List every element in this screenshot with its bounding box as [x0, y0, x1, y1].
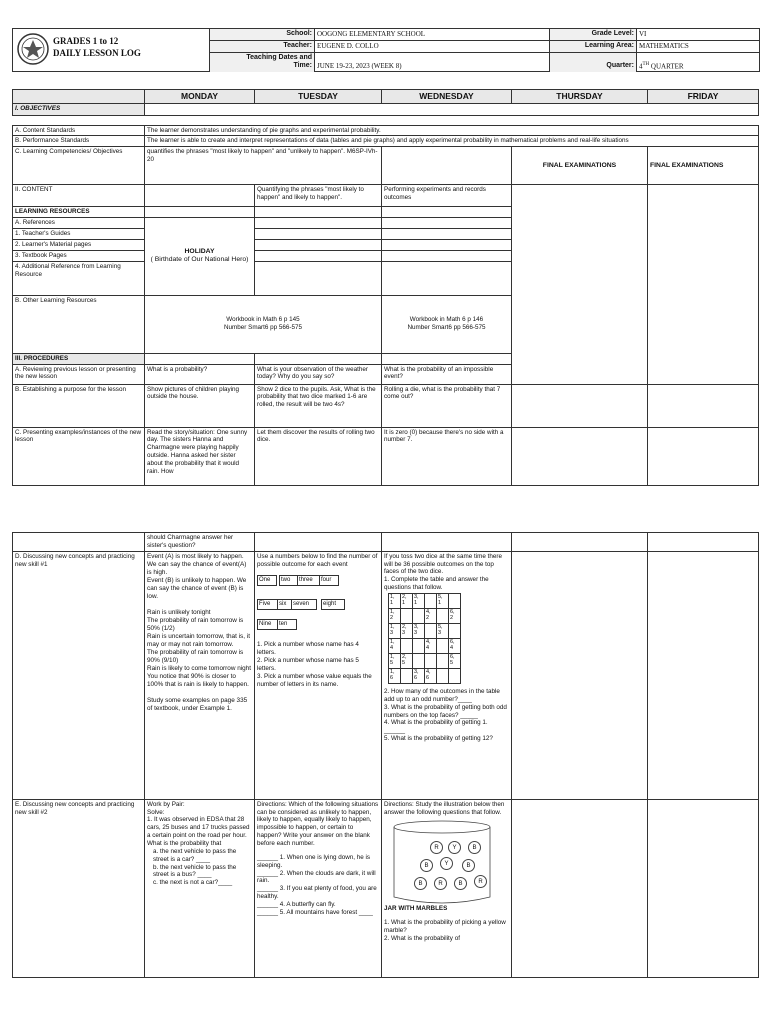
learning-resources-label: LEARNING RESOURCES — [13, 207, 145, 218]
pd-mon-2: Event (B) is unlikely to happen. We can say the chance of event (B) is low. — [147, 576, 247, 600]
dice-cell: 1, 1 — [389, 594, 401, 609]
pe-wed-1: Directions: Study the illustration below then answer the following questions that follow. — [384, 800, 505, 816]
number-word-four: four — [319, 575, 339, 586]
lesson-table-page2 — [12, 532, 759, 978]
dice-cell — [425, 654, 437, 669]
number-word-one: One — [257, 575, 277, 586]
dates-label-1: Teaching Dates and — [246, 53, 312, 61]
proc-b-tuesday: Show 2 dice to the pupils. Ask, What is the probability that two dice marked 1-6 are rolled, the result will be two 4s? — [255, 384, 382, 427]
dice-cell: 6, 2 — [449, 609, 461, 624]
competency: quantifies the phrases "most likely to happen" and "unlikely to happen". M6SP-IVh-20 — [145, 147, 382, 185]
header — [12, 28, 760, 72]
marble: B — [468, 841, 481, 854]
proc-d-monday — [145, 551, 255, 799]
area-value: MATHEMATICS — [637, 40, 760, 52]
number-word-two: two — [279, 575, 299, 586]
dice-cell: 2, 3 — [401, 624, 413, 639]
dice-cell — [449, 594, 461, 609]
dice-cell: 2, 5 — [401, 654, 413, 669]
dice-row — [389, 594, 461, 609]
content-label: II. CONTENT — [13, 185, 145, 207]
proc-a-monday: What is a probability? — [145, 364, 255, 384]
pd-wed-q3: 3. What is the probability of getting both odd numbers on the top faces? _____ — [384, 703, 507, 719]
marble: R — [434, 877, 447, 890]
dice-cell — [413, 639, 425, 654]
deped-seal-icon — [17, 33, 49, 65]
holiday-title: HOLIDAY — [184, 247, 215, 255]
day-tuesday: TUESDAY — [255, 90, 382, 104]
dice-cell — [401, 669, 413, 684]
lesson-table-page1 — [12, 89, 759, 486]
textbook-pages-label: 3. Textbook Pages — [13, 250, 145, 261]
number-smart-tue: Number Smart6 pp 566-575 — [223, 324, 303, 332]
pd-mon-5: Rain is uncertain tomorrow, that is, it may or may not rain tomorrow. — [147, 632, 251, 648]
proc-e-label: E. Discussing new concepts and practicing new skill #2 — [13, 799, 145, 977]
dice-cell: 3, 1 — [413, 594, 425, 609]
proc-c-monday: Read the story/situation: One sunny day. The sisters Hanna and Charmagne were playing happily outside. Hanna asked her sister about the probability that it would rain. How — [145, 427, 255, 485]
pe-tue-4: ______ 3. If you eat plenty of food, you are healthy. — [257, 885, 377, 901]
day-friday: FRIDAY — [648, 90, 759, 104]
dice-cell — [401, 639, 413, 654]
pd-mon-7: Rain is likely to come tomorrow night — [147, 664, 252, 672]
pd-mon-3: Rain is unlikely tonight — [147, 608, 211, 616]
day-wednesday: WEDNESDAY — [382, 90, 512, 104]
grade-value: VI — [637, 29, 760, 40]
area-label: Learning Area: — [550, 40, 637, 52]
proc-e-tuesday — [255, 799, 382, 977]
dice-cell: 3, 3 — [413, 624, 425, 639]
other-lr-tuesday — [145, 295, 382, 353]
dice-cell: 2, 1 — [401, 594, 413, 609]
proc-e-wednesday — [382, 799, 512, 977]
proc-a-wednesday: What is the probability of an impossible event? — [382, 364, 512, 384]
dates-label-2: Time: — [293, 62, 312, 70]
number-word-three: three — [297, 575, 321, 586]
dice-cell: 1, 4 — [389, 639, 401, 654]
school-value: OOGONG ELEMENTARY SCHOOL — [315, 29, 550, 40]
dice-cell — [425, 594, 437, 609]
pd-wed-intro: If you toss two dice at the same time there will be 36 possible outcomes on the top faces of the two dice. — [384, 552, 502, 576]
dice-row — [389, 654, 461, 669]
number-word-eight: eight — [321, 599, 345, 610]
proc-d-label: D. Discussing new concepts and practicing new skill #1 — [13, 551, 145, 799]
number-word-ten: ten — [277, 619, 297, 630]
marble: B — [420, 859, 433, 872]
pd-mon-4: The probability of rain tomorrow is 50% (1/2) — [147, 616, 244, 632]
dice-cell — [437, 654, 449, 669]
dice-cell: 5, 3 — [437, 624, 449, 639]
pe-mon-5: b. the next vehicle to pass the street is a bus? ____ — [153, 863, 237, 879]
dice-cell — [449, 669, 461, 684]
dice-cell: 1, 2 — [389, 609, 401, 624]
pd-wed-q5: 5. What is the probability of getting 12? — [384, 735, 493, 743]
perf-std: The learner is able to create and interpret representations of data (tables and pie graphs) and apply experimental probability in mathematical problems and real-life situations — [145, 136, 759, 147]
number-word-seven: seven — [291, 599, 317, 610]
dice-cell: 5, 1 — [437, 594, 449, 609]
pd-tue-intro: Use a numbers below to find the number of possible outcome for each event — [257, 552, 378, 568]
dice-cell: 1, 6 — [389, 669, 401, 684]
learners-material-label: 2. Learner's Material pages — [13, 239, 145, 250]
proc-d-tuesday — [255, 551, 382, 799]
dice-row — [389, 639, 461, 654]
pe-mon-6: c. the next is not a car?____ — [153, 879, 233, 887]
dice-cell: 6, 4 — [449, 639, 461, 654]
pd-mon-8: You notice that 90% is closer to 100% that is rain is likely to happen. — [147, 672, 249, 688]
number-word-six: six — [277, 599, 293, 610]
pe-tue-2: ______ 1. When one is lying down, he is sleeping. — [257, 853, 371, 869]
dice-outcomes-table — [388, 593, 461, 684]
pd-wed-q2: 2. How many of the outcomes in the table add up to an odd number?____ — [384, 688, 500, 703]
number-word-five: Five — [257, 599, 279, 610]
pd-mon-6: The probability of rain tomorrow is 90% (9/10) — [147, 648, 244, 664]
dice-cell — [449, 624, 461, 639]
dice-cell: 4, 2 — [425, 609, 437, 624]
pe-tue-6: ______ 5. All mountains have forest ____ — [257, 908, 373, 916]
proc-b-wednesday: Rolling a die, what is the probability that 7 come out? — [382, 384, 512, 427]
content-std: The learner demonstrates understanding of pie graphs and experimental probability. — [145, 125, 759, 136]
dice-cell: 1, 5 — [389, 654, 401, 669]
continued-monday: should Charmagne answer her sister's question? — [145, 533, 255, 552]
proc-a-tuesday: What is your observation of the weather today? Why do you say so? — [255, 364, 382, 384]
proc-c-tuesday: Let them discover the results of rolling two dice. — [255, 427, 382, 485]
pd-mon-9: Study some examples on page 335 of textbook, under Example 1. — [147, 696, 248, 712]
jar-caption: JAR WITH MARBLES — [384, 905, 448, 913]
workbook-wed: Workbook in Math 6 p 146 — [409, 316, 484, 324]
marble: R — [474, 875, 487, 888]
other-lr-label: B. Other Learning Resources — [13, 295, 145, 353]
perf-std-label: B. Performance Standards — [13, 136, 145, 147]
marble: Y — [448, 841, 461, 854]
pe-tue-1: Directions: Which of the following situations can be considered as unlikely to happen, likely to happen, equally likely to happen, impossible to happen, or certain to happen? Write your answer on the blank before each number. — [257, 800, 379, 848]
marble: B — [454, 877, 467, 890]
dice-cell — [413, 654, 425, 669]
dice-row — [389, 609, 461, 624]
proc-b-label: B. Establishing a purpose for the lesson — [13, 384, 145, 427]
quarter-label: Quarter: — [550, 52, 637, 72]
final-exam-thursday: FINAL EXAMINATIONS — [512, 147, 648, 185]
teachers-guide-label: 1. Teacher's Guides — [13, 229, 145, 240]
header-table — [209, 29, 759, 72]
proc-e-monday — [145, 799, 255, 977]
marble-jar — [390, 819, 494, 905]
pe-mon-4: a. the next vehicle to pass the street is a car? ____ — [153, 847, 237, 863]
pe-mon-3: 1. It was observed in EDSA that 28 cars, 25 buses and 17 trucks passed a certain point on the road per hour. What is the probability that — [147, 816, 250, 848]
dice-cell — [437, 609, 449, 624]
pe-mon-2: Solve: — [147, 808, 165, 816]
pe-tue-5: ______ 4. A butterfly can fly. — [257, 901, 336, 909]
holiday-cell — [145, 218, 255, 295]
dice-row — [389, 624, 461, 639]
objectives-label: I. OBJECTIVES — [13, 103, 145, 115]
pe-tue-3: ______ 2. When the clouds are dark, it will rain. — [257, 869, 376, 885]
proc-c-wednesday: It is zero (0) because there's no side with a number 7. — [382, 427, 512, 485]
pd-tue-q3: 3. Pick a number whose value equals the number of letters in its name. — [257, 672, 372, 688]
log-title-line2: DAILY LESSON LOG — [53, 48, 141, 58]
content-wednesday: Performing experiments and records outcomes — [382, 185, 512, 207]
number-smart-wed: Number Smart6 pp 566-575 — [407, 324, 486, 332]
number-word-boxes — [257, 571, 379, 641]
dice-cell: 1, 3 — [389, 624, 401, 639]
pd-mon-1: Event (A) is most likely to happen. We can say the chance of event(A) is high. — [147, 552, 247, 576]
content-tuesday: Quantifying the phrases "most likely to happen" and likely to happen". — [255, 185, 382, 207]
pd-wed-q4: 4. What is the probability of getting 1. ______ — [384, 719, 488, 735]
log-title — [53, 35, 141, 59]
dice-cell — [425, 624, 437, 639]
teacher-value: EUGENE D. COLLO — [315, 40, 550, 52]
marble: R — [430, 841, 443, 854]
references-label: A. References — [13, 218, 145, 229]
proc-c-label: C. Presenting examples/instances of the new lesson — [13, 427, 145, 485]
number-word-nine: Nine — [257, 619, 279, 630]
marbles-group — [390, 819, 494, 905]
pe-wed-2: 1. What is the probability of picking a yellow marble? — [384, 919, 506, 935]
day-thursday: THURSDAY — [512, 90, 648, 104]
dice-cell: 4, 4 — [425, 639, 437, 654]
dice-cell: 3, 6 — [413, 669, 425, 684]
log-title-line1: GRADES 1 to 12 — [53, 36, 119, 46]
quarter-value: 4TH QUARTER — [637, 52, 760, 72]
dice-cell — [413, 609, 425, 624]
pd-tue-q1: 1. Pick a number whose name has 4 letters. — [257, 641, 359, 657]
proc-a-label: A. Reviewing previous lesson or presenting the new lesson — [13, 364, 145, 384]
holiday-subtitle: ( Birthdate of Our National Hero) — [150, 256, 249, 264]
pd-wed-task: 1. Complete the table and answer the questions that follow. — [384, 576, 489, 592]
pe-mon-1: Work by Pair: — [147, 800, 185, 808]
day-monday: MONDAY — [145, 90, 255, 104]
teacher-label: Teacher: — [210, 40, 315, 52]
proc-b-monday: Show pictures of children playing outside the house. — [145, 384, 255, 427]
pe-wed-3: 2. What is the probability of — [384, 935, 460, 943]
dates-value: JUNE 19-23, 2023 (WEEK 8) — [315, 52, 550, 72]
marble: B — [462, 859, 475, 872]
competency-label: C. Learning Competencies/ Objectives — [13, 147, 145, 185]
dice-cell: 6, 5 — [449, 654, 461, 669]
grade-label: Grade Level: — [550, 29, 637, 40]
workbook-tue: Workbook in Math 6 p 145 — [226, 316, 300, 324]
dice-cell — [401, 609, 413, 624]
marble: Y — [440, 857, 453, 870]
dice-cell — [437, 669, 449, 684]
marble: B — [414, 877, 427, 890]
school-label: School: — [210, 29, 315, 40]
additional-ref-label: 4. Additional Reference from Learning Resource — [13, 261, 145, 295]
proc-d-wednesday — [382, 551, 512, 799]
procedures-label: III. PROCEDURES — [13, 353, 145, 364]
other-lr-wednesday — [382, 295, 512, 353]
dice-cell: 4, 6 — [425, 669, 437, 684]
pd-tue-q2: 2. Pick a number whose name has 5 letters. — [257, 657, 359, 673]
final-exam-friday: FINAL EXAMINATIONS — [648, 147, 759, 185]
dice-cell — [437, 639, 449, 654]
content-std-label: A. Content Standards — [13, 125, 145, 136]
dates-label — [210, 52, 315, 72]
dice-row — [389, 669, 461, 684]
